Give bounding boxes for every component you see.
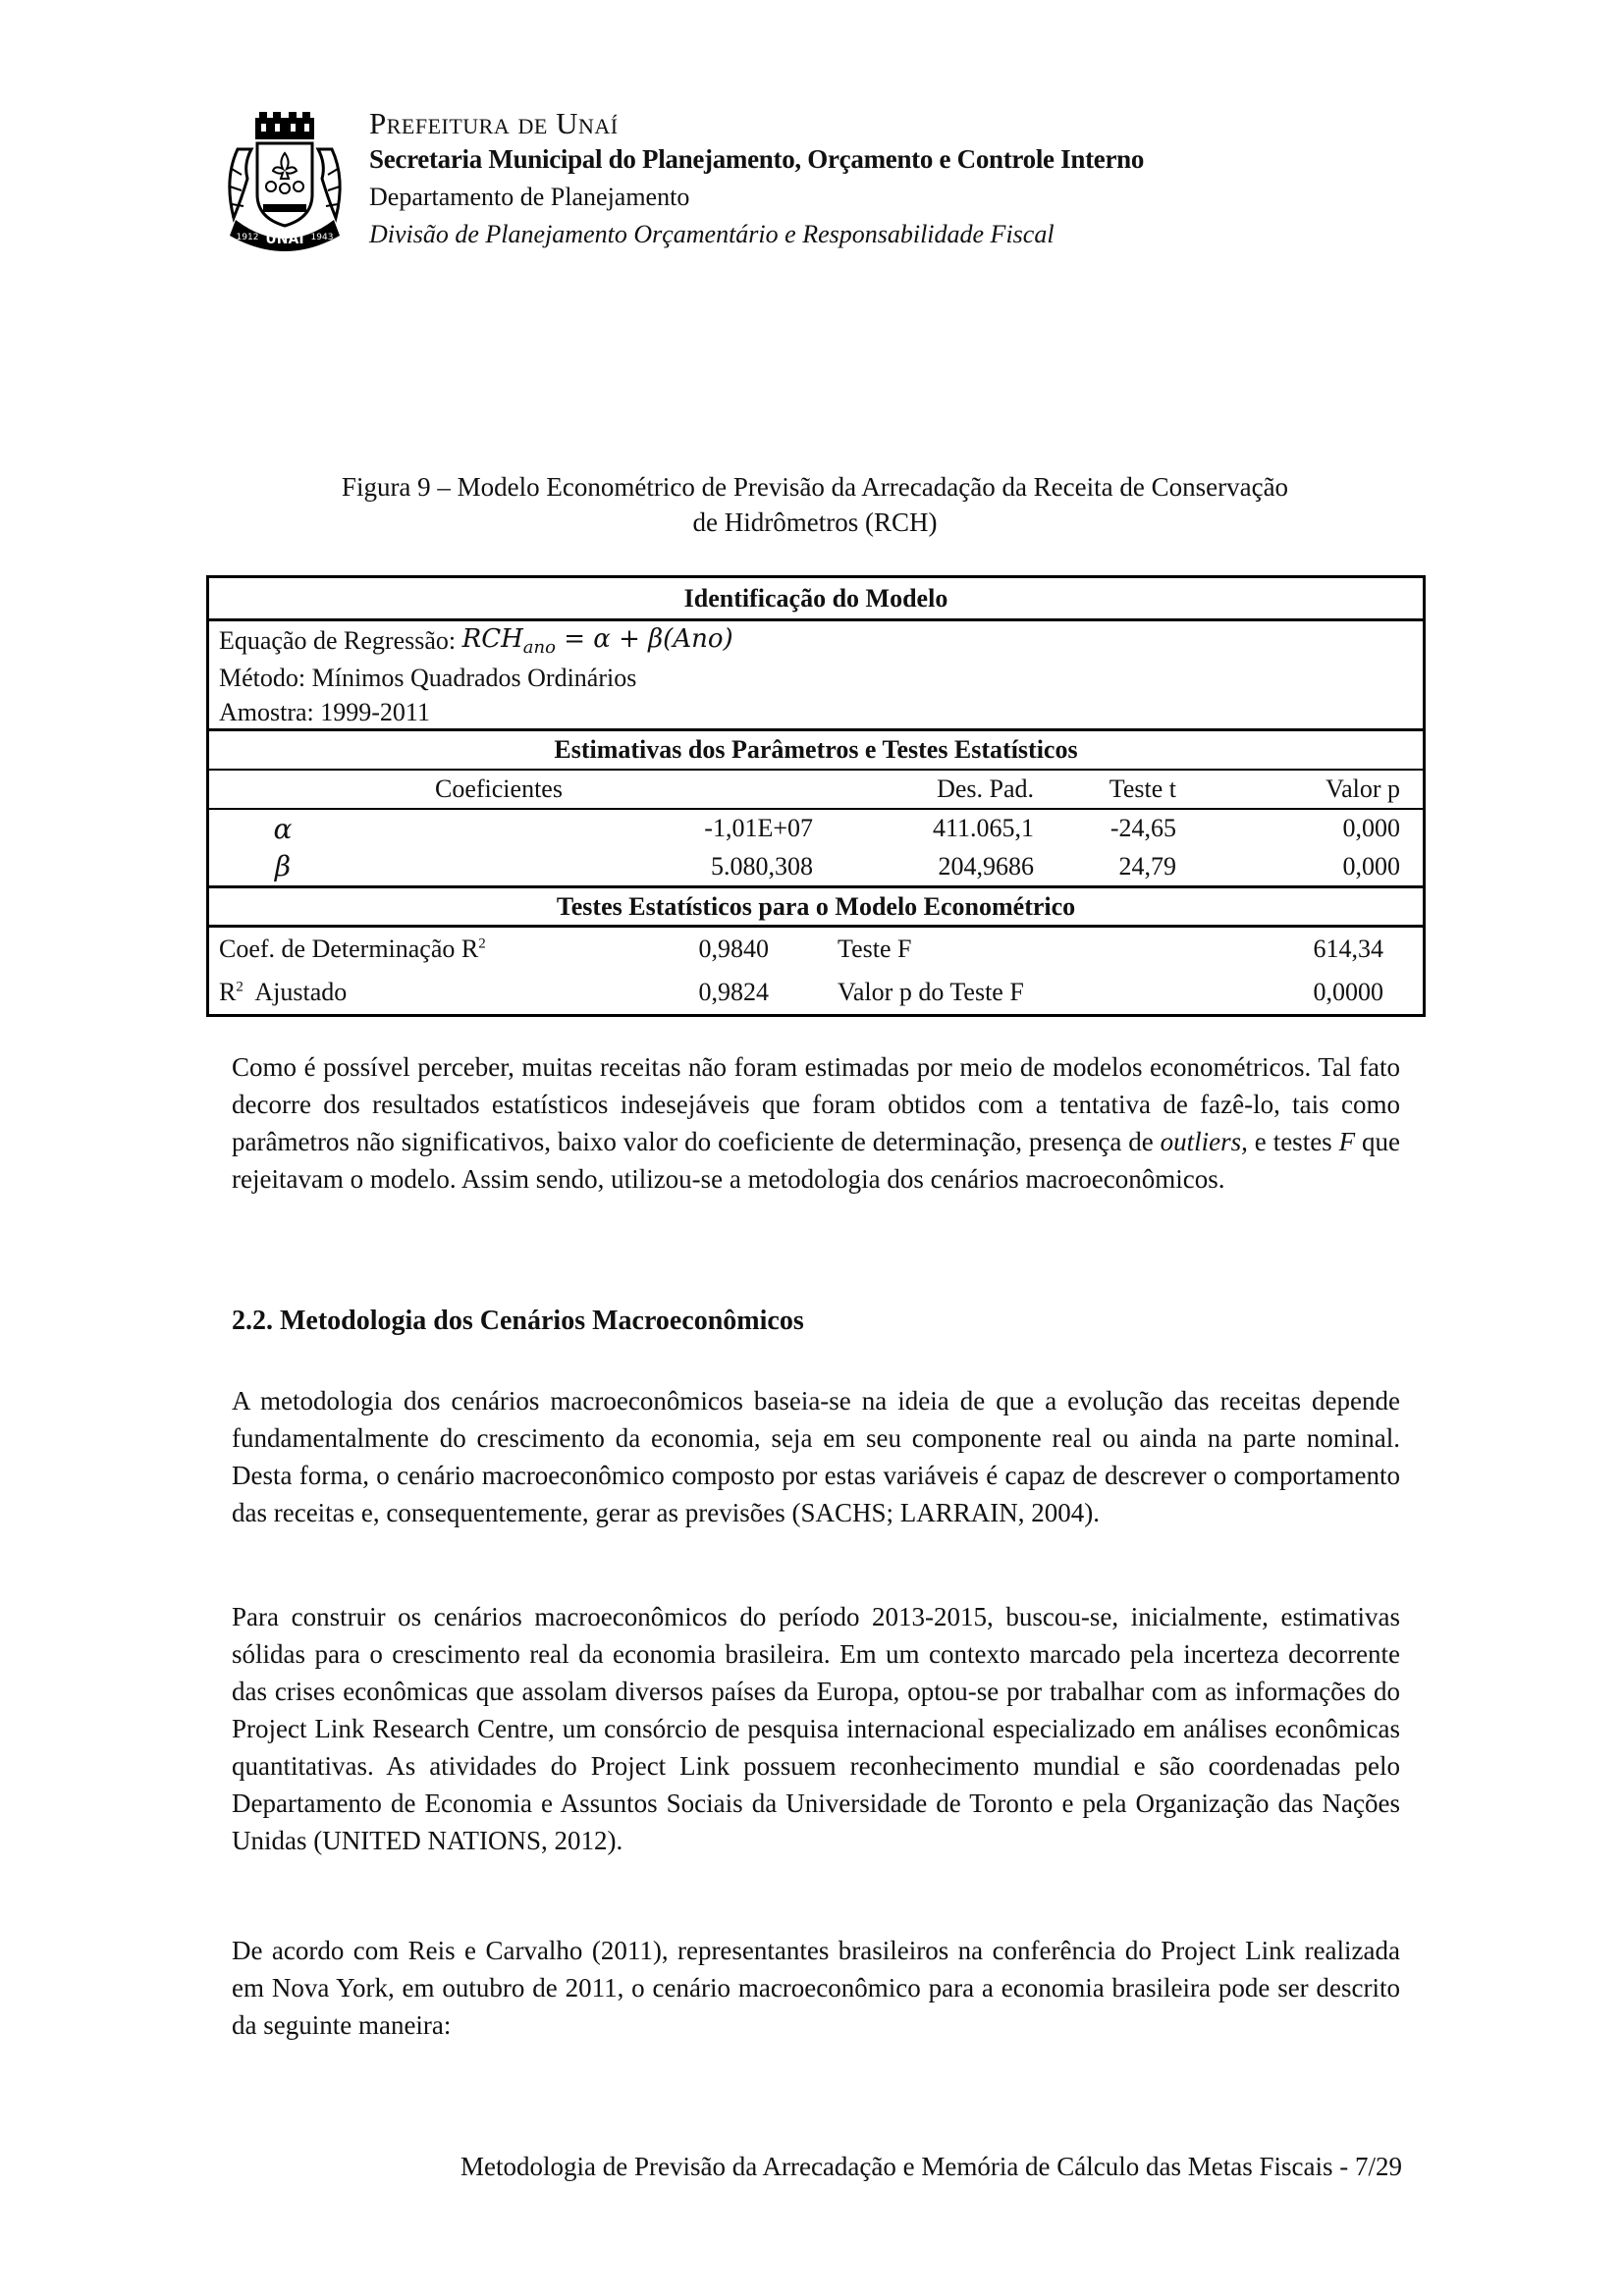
estimation-method: Método: Mínimos Quadrados Ordinários <box>219 664 637 692</box>
p1-emphasis-f: F <box>1338 1127 1356 1156</box>
stat-label-text: Coef. de Determinação R <box>219 934 479 963</box>
stat-value: 0,9840 <box>698 934 769 963</box>
paragraph-methodology: A metodologia dos cenários macroeconômicos baseia-se na ideia de que a evolução das receitas depende fundamentalmente do crescimento da economia, seja em seu componente real ou ainda na parte nominal. Desta forma, o cenário macroeconômico composto por estas variáveis é capaz de descrever o comportamento das receitas e, consequentemente, gerar as previsões (SACHS; LARRAIN, 2004). <box>232 1386 1400 1527</box>
sample-period: Amostra: 1999-2011 <box>209 696 1423 731</box>
coat-of-arms-logo-icon <box>218 110 352 255</box>
test-value: 0,0000 <box>1313 978 1383 1006</box>
equation-label: Equação de Regressão: <box>219 626 457 655</box>
stat-label-prefix: R <box>219 978 237 1006</box>
test-label: Valor p do Teste F <box>838 978 1024 1006</box>
logo-year-right: 1943 <box>310 233 334 242</box>
equation-lhs: RCH <box>461 623 523 654</box>
t-test-value: 24,79 <box>1118 851 1176 881</box>
logo-year-left: 1912 <box>236 233 259 242</box>
section-header-model-identification: Identificação do Modelo <box>209 578 1423 621</box>
test-value: 614,34 <box>1313 934 1383 963</box>
stat-label-text: Ajustado <box>243 978 348 1006</box>
column-header-row <box>209 771 1423 810</box>
equation-subscript: ano <box>522 637 556 659</box>
stat-superscript: 2 <box>478 935 486 952</box>
table-row-beta <box>209 847 1423 888</box>
table-row-alpha <box>209 810 1423 847</box>
t-test-value: -24,65 <box>1109 814 1176 842</box>
p-value: 0,000 <box>1342 814 1400 842</box>
stat-label <box>209 934 572 964</box>
column-header-p-value: Valor p <box>1325 774 1400 803</box>
header-secretariat: Secretaria Municipal do Planejamento, Orçamento e Controle Interno <box>369 144 1145 174</box>
p1-text-1: Como é possível perceber, muitas receitas não foram estimadas por meio de modelos econométricos. Tal fato decorre dos resultados estatísticos indesejáveis que foram obtidos com a tentativa de fazê-lo, tais como parâmetros não significativos, baixo valor do coeficiente de determinação, presença de <box>232 1052 1400 1156</box>
stat-superscript: 2 <box>236 979 243 995</box>
stats-row-r-squared <box>209 928 1423 971</box>
figure-caption <box>226 469 1404 540</box>
stat-label <box>209 978 572 1007</box>
column-header-t-test: Teste t <box>1109 774 1176 803</box>
coef-symbol: β <box>274 850 292 882</box>
coef-value: -1,01E+07 <box>704 814 813 842</box>
p-value: 0,000 <box>1342 851 1400 881</box>
std-dev-value: 411.065,1 <box>932 814 1034 842</box>
paragraph-reis-carvalho: De acordo com Reis e Carvalho (2011), representantes brasileiros na conferência do Project Link realizada em Nova York, em outubro de 2011, o cenário macroeconômico para a economia brasileira pode ser descrito da seguinte maneira: <box>232 1936 1400 2040</box>
header-department: Departamento de Planejamento <box>369 183 690 211</box>
section-header-model-tests: Testes Estatísticos para o Modelo Econométrico <box>209 888 1423 928</box>
figure-caption-line2: de Hidrômetros (RCH) <box>692 507 938 537</box>
logo-text: UNAÍ <box>265 232 304 247</box>
equation-rhs: = α + β(Ano) <box>555 623 733 654</box>
header-title: Prefeitura de Unaí <box>369 106 619 140</box>
p1-text-2: e testes <box>1247 1127 1339 1156</box>
equation-formula <box>462 624 733 658</box>
coef-value: 5.080,308 <box>711 851 813 881</box>
column-header-std-dev: Des. Pad. <box>937 774 1034 803</box>
section-heading: 2.2. Metodologia dos Cenários Macroeconômicos <box>232 1306 804 1336</box>
p1-emphasis-outliers: outliers, <box>1160 1127 1248 1156</box>
paragraph-econometric-note <box>232 1048 1400 1198</box>
test-label: Teste F <box>838 934 912 963</box>
section-header-parameter-estimates: Estimativas dos Parâmetros e Testes Estatísticos <box>209 731 1423 771</box>
paragraph-project-link: Para construir os cenários macroeconômicos do período 2013-2015, buscou-se, inicialmente, estimativas sólidas para o crescimento real da economia brasileira. Em um contexto marcado pela incerteza decorrente das crises econômicas que assolam diversos países da Europa, optou-se por trabalhar com as informações do Project Link Research Centre, um consórcio de pesquisa internacional especializado em análises econômicas quantitativas. As atividades do Project Link possuem reconhecimento mundial e são coordenadas pelo Departamento de Economia e Assuntos Sociais da Universidade de Toronto e pela Organização das Nações Unidas (UNITED NATIONS, 2012). <box>232 1602 1400 1855</box>
regression-equation <box>209 621 1423 661</box>
header-division: Divisão de Planejamento Orçamentário e Responsabilidade Fiscal <box>369 220 1055 248</box>
figure-caption-line1: Figura 9 – Modelo Econométrico de Previsão da Arrecadação da Receita de Conservação <box>341 472 1289 502</box>
stat-value: 0,9824 <box>698 978 769 1006</box>
column-header-coefficients: Coeficientes <box>435 774 563 803</box>
p1-text-3: que rejeitavam o modelo. Assim sendo, utilizou-se a metodologia dos cenários macroeconômicos. <box>232 1127 1400 1194</box>
stats-row-adjusted-r-squared <box>209 971 1423 1014</box>
page-footer: Metodologia de Previsão da Arrecadação e Memória de Cálculo das Metas Fiscais - 7/29 <box>460 2152 1402 2181</box>
econometric-model-table <box>206 575 1426 1017</box>
coef-symbol: α <box>273 812 293 845</box>
std-dev-value: 204,9686 <box>938 851 1034 881</box>
